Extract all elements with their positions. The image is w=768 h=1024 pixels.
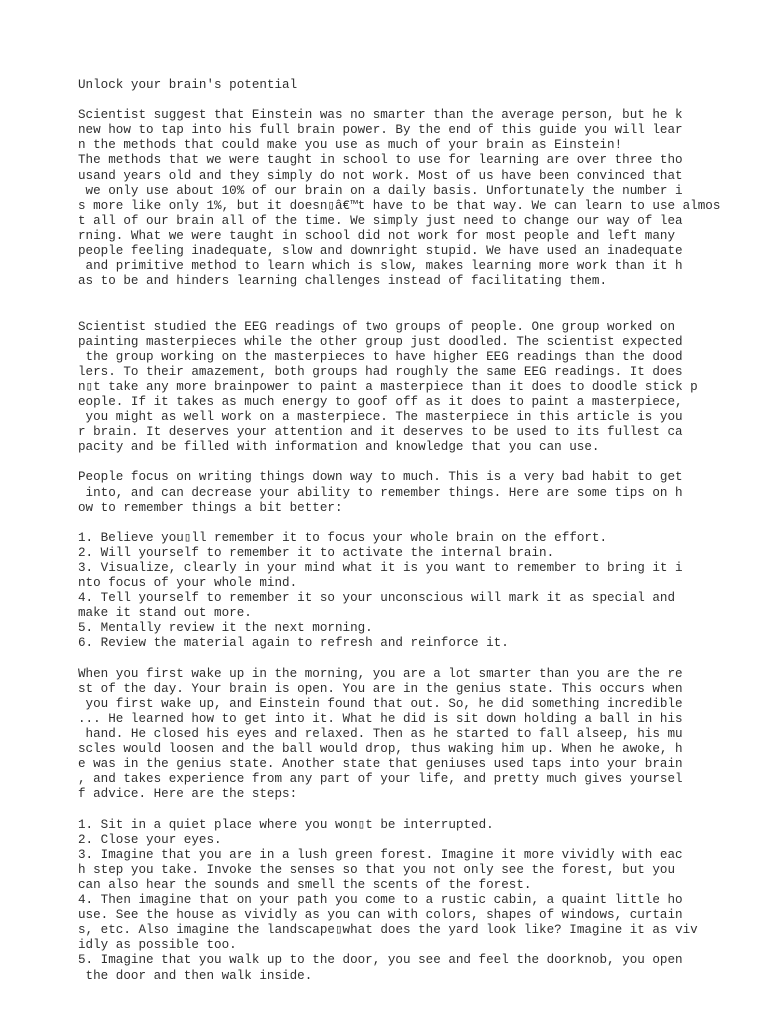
text-line: The methods that we were taught in school to use for learning are over three tho: [78, 153, 683, 168]
list-item: 1. Believe you▯ll remember it to focus your whole brain on the effort.: [78, 530, 608, 545]
text-line: n▯t take any more brainpower to paint a masterpiece than it does to doodle stick p: [78, 379, 698, 394]
list-item: 1. Sit in a quiet place where you won▯t be interrupted.: [78, 817, 494, 832]
text-line: f advice. Here are the steps:: [78, 787, 298, 802]
document-body: [78, 78, 758, 984]
paragraph-eeg-study: [78, 320, 758, 456]
text-line: t all of our brain all of the time. We simply just need to change our way of lea: [78, 213, 683, 228]
spacer: [78, 652, 758, 667]
list-item: the door and then walk inside.: [78, 968, 313, 983]
text-line: People focus on writing things down way to much. This is a very bad habit to get: [78, 470, 683, 485]
text-line: s more like only 1%, but it doesn▯â€™t have to be that way. We can learn to use almos: [78, 198, 721, 213]
text-line: into, and can decrease your ability to remember things. Here are some tips on h: [78, 485, 683, 500]
spacer: [78, 93, 758, 108]
paragraph-intro: [78, 108, 758, 289]
spacer: [78, 289, 758, 319]
list-item: s, etc. Also imagine the landscape▯what does the yard look like? Imagine it as viv: [78, 923, 698, 938]
text-line: as to be and hinders learning challenges instead of facilitating them.: [78, 274, 608, 289]
list-item: 6. Review the material again to refresh and reinforce it.: [78, 636, 509, 651]
list-item: idly as possible too.: [78, 938, 237, 953]
text-line: , and takes experience from any part of your life, and pretty much gives yoursel: [78, 772, 683, 787]
text-line: eople. If it takes as much energy to goof off as it does to paint a masterpiece,: [78, 394, 683, 409]
text-line: scles would loosen and the ball would drop, thus waking him up. When he awoke, h: [78, 742, 683, 757]
text-line: pacity and be filled with information and knowledge that you can use.: [78, 440, 600, 455]
text-line: st of the day. Your brain is open. You are in the genius state. This occurs when: [78, 681, 683, 696]
paragraph-writing-habit: [78, 470, 758, 515]
list-item: h step you take. Invoke the senses so that you not only see the forest, but you: [78, 862, 676, 877]
text-line: hand. He closed his eyes and relaxed. Then as he started to fall alseep, his mu: [78, 727, 683, 742]
text-line: ... He learned how to get into it. What he did is sit down holding a ball in his: [78, 711, 683, 726]
text-line: new how to tap into his full brain power. By the end of this guide you will lear: [78, 123, 683, 138]
text-line: you first wake up, and Einstein found that out. So, he did something incredible: [78, 696, 683, 711]
text-line: Scientist suggest that Einstein was no smarter than the average person, but he k: [78, 108, 683, 123]
text-line: When you first wake up in the morning, you are a lot smarter than you are the re: [78, 666, 683, 681]
memory-tips-list: [78, 531, 758, 652]
spacer: [78, 455, 758, 470]
list-item: 5. Imagine that you walk up to the door, you see and feel the doorknob, you open: [78, 953, 683, 968]
list-item: 4. Tell yourself to remember it so your unconscious will mark it as special and: [78, 591, 676, 606]
paragraph-genius-state: [78, 667, 758, 803]
text-line: we only use about 10% of our brain on a daily basis. Unfortunately the number i: [78, 183, 683, 198]
spacer: [78, 516, 758, 531]
list-item: 5. Mentally review it the next morning.: [78, 621, 373, 636]
text-line: Scientist studied the EEG readings of two groups of people. One group worked on: [78, 319, 676, 334]
text-line: lers. To their amazement, both groups had roughly the same EEG readings. It does: [78, 364, 683, 379]
document-title: Unlock your brain's potential: [78, 78, 298, 92]
text-line: people feeling inadequate, slow and downright stupid. We have used an inadequate: [78, 244, 683, 259]
text-line: the group working on the masterpieces to have higher EEG readings than the dood: [78, 349, 683, 364]
list-item: 2. Close your eyes.: [78, 832, 222, 847]
text-line: you might as well work on a masterpiece. The masterpiece in this article is you: [78, 410, 683, 425]
text-line: r brain. It deserves your attention and it deserves to be used to its fullest ca: [78, 425, 683, 440]
list-item: make it stand out more.: [78, 606, 252, 621]
text-line: usand years old and they simply do not work. Most of us have been convinced that: [78, 168, 683, 183]
text-line: rning. What we were taught in school did not work for most people and left many: [78, 228, 676, 243]
spacer: [78, 803, 758, 818]
list-item: can also hear the sounds and smell the scents of the forest.: [78, 877, 532, 892]
visualization-steps-list: [78, 818, 758, 984]
list-item: nto focus of your whole mind.: [78, 576, 298, 591]
text-line: ow to remember things a bit better:: [78, 500, 343, 515]
list-item: 3. Imagine that you are in a lush green forest. Imagine it more vividly with eac: [78, 847, 683, 862]
text-line: e was in the genius state. Another state that geniuses used taps into your brain: [78, 757, 683, 772]
list-item: 4. Then imagine that on your path you come to a rustic cabin, a quaint little ho: [78, 893, 683, 908]
text-line: painting masterpieces while the other group just doodled. The scientist expected: [78, 334, 683, 349]
list-item: use. See the house as vividly as you can with colors, shapes of windows, curtain: [78, 908, 683, 923]
text-line: and primitive method to learn which is slow, makes learning more work than it h: [78, 259, 683, 274]
list-item: 3. Visualize, clearly in your mind what it is you want to remember to bring it i: [78, 561, 683, 575]
text-line: n the methods that could make you use as much of your brain as Einstein!: [78, 138, 623, 153]
list-item: 2. Will yourself to remember it to activate the internal brain.: [78, 545, 555, 560]
